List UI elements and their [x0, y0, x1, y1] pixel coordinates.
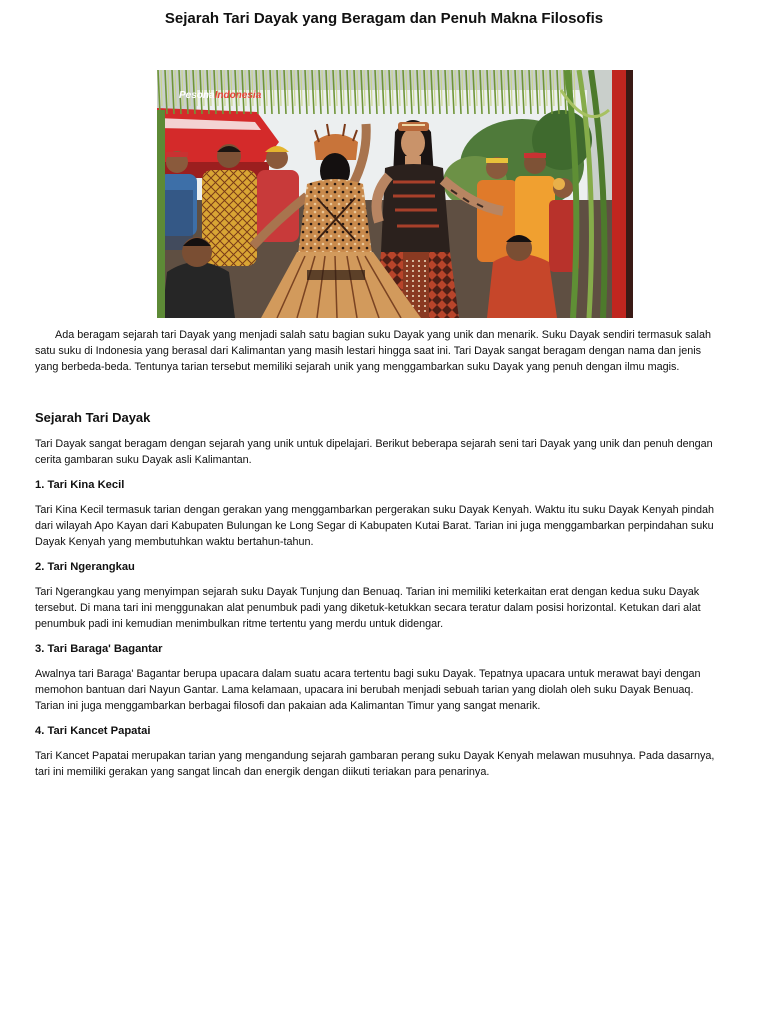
dance-item — [35, 723, 725, 780]
watermark-pesona: Pesona — [179, 90, 215, 101]
section-intro-paragraph: Tari Dayak sangat beragam dengan sejarah yang unik untuk dipelajari. Berikut beberapa sejarah seni tari Dayak yang unik dan penuh dengan cerita gambaran suku Dayak asli Kalimantan. — [35, 438, 713, 466]
intro-paragraph: Ada beragam sejarah tari Dayak yang menjadi salah satu bagian suku Dayak yang unik dan menarik. Suku Dayak sendiri termasuk salah satu suku di Indonesia yang berasal dari Kalimantan yang masih lestari hingga saat ini. Tari Dayak sangat beragam dengan nama dan jenis yang berbeda-beda. Tentunya tarian tersebut memiliki sejarah unik yang menggambarkan suku Dayak yang penuh dengan ilmu magis. — [35, 329, 711, 373]
dance-item — [35, 559, 725, 632]
dance-description: Tari Kina Kecil termasuk tarian dengan gerakan yang menggambarkan pergerakan suku Dayak Kenyah. Waktu itu suku Dayak Kenyah pindah dari wilayah Apo Kayan dari Kabupaten Bulungan ke Long Segar di Kabupaten Kutai Barat. Tarian ini juga menggambarkan perpindahan suku Dayak Kenyah yang membutuhkan waktu bertahun-tahun. — [35, 504, 714, 548]
dance-item — [35, 641, 725, 714]
watermark-indonesia: Indonesia — [214, 90, 262, 101]
section-heading: Sejarah Tari Dayak — [35, 410, 151, 425]
dance-heading: 2. Tari Ngerangkau — [35, 561, 135, 573]
dance-heading: 1. Tari Kina Kecil — [35, 479, 125, 491]
dance-heading: 4. Tari Kancet Papatai — [35, 725, 151, 737]
dance-description: Awalnya tari Baraga' Bagantar berupa upacara dalam suatu acara tertentu bagi suku Dayak. Tepatnya upacara untuk merawat bayi dengan memohon bantuan dari Nayun Gantar. Lama kelamaan, upacara ini berubah menjadi sebuah tarian yang diolah oleh suku Dayak Benuaq. Tarian ini juga menggambarkan berbagai filosofi dan pakaian ada Kalimantan Timur yang sangat menarik. — [35, 668, 701, 712]
document-title: Sejarah Tari Dayak yang Beragam dan Penuh Makna Filosofis — [164, 10, 604, 27]
dance-heading: 3. Tari Baraga' Bagantar — [35, 643, 163, 655]
dance-description: Tari Ngerangkau yang menyimpan sejarah suku Dayak Tunjung dan Benuaq. Tarian ini memiliki keterkaitan erat dengan kedua suku Dayak tersebut. Di mana tari ini menggunakan alat penumbuk padi yang diketuk-ketukkan secara teratur dalam posisi horizontal. Ketukan dari alat penumbuk padi ini kemudian menimbulkan ritme tertentu yang merdu untuk didengar. — [35, 586, 701, 630]
dance-description: Tari Kancet Papatai merupakan tarian yang mengandung sejarah gambaran perang suku Dayak Kenyah melawan musuhnya. Pada dasarnya, tari ini memiliki gerakan yang sangat lincah dan energik dengan diikuti teriakan para penarinya. — [35, 750, 715, 778]
watermark-logo — [179, 90, 262, 101]
dance-item — [35, 477, 725, 550]
article-body — [35, 327, 725, 780]
dayak-dance-photo — [157, 70, 633, 318]
